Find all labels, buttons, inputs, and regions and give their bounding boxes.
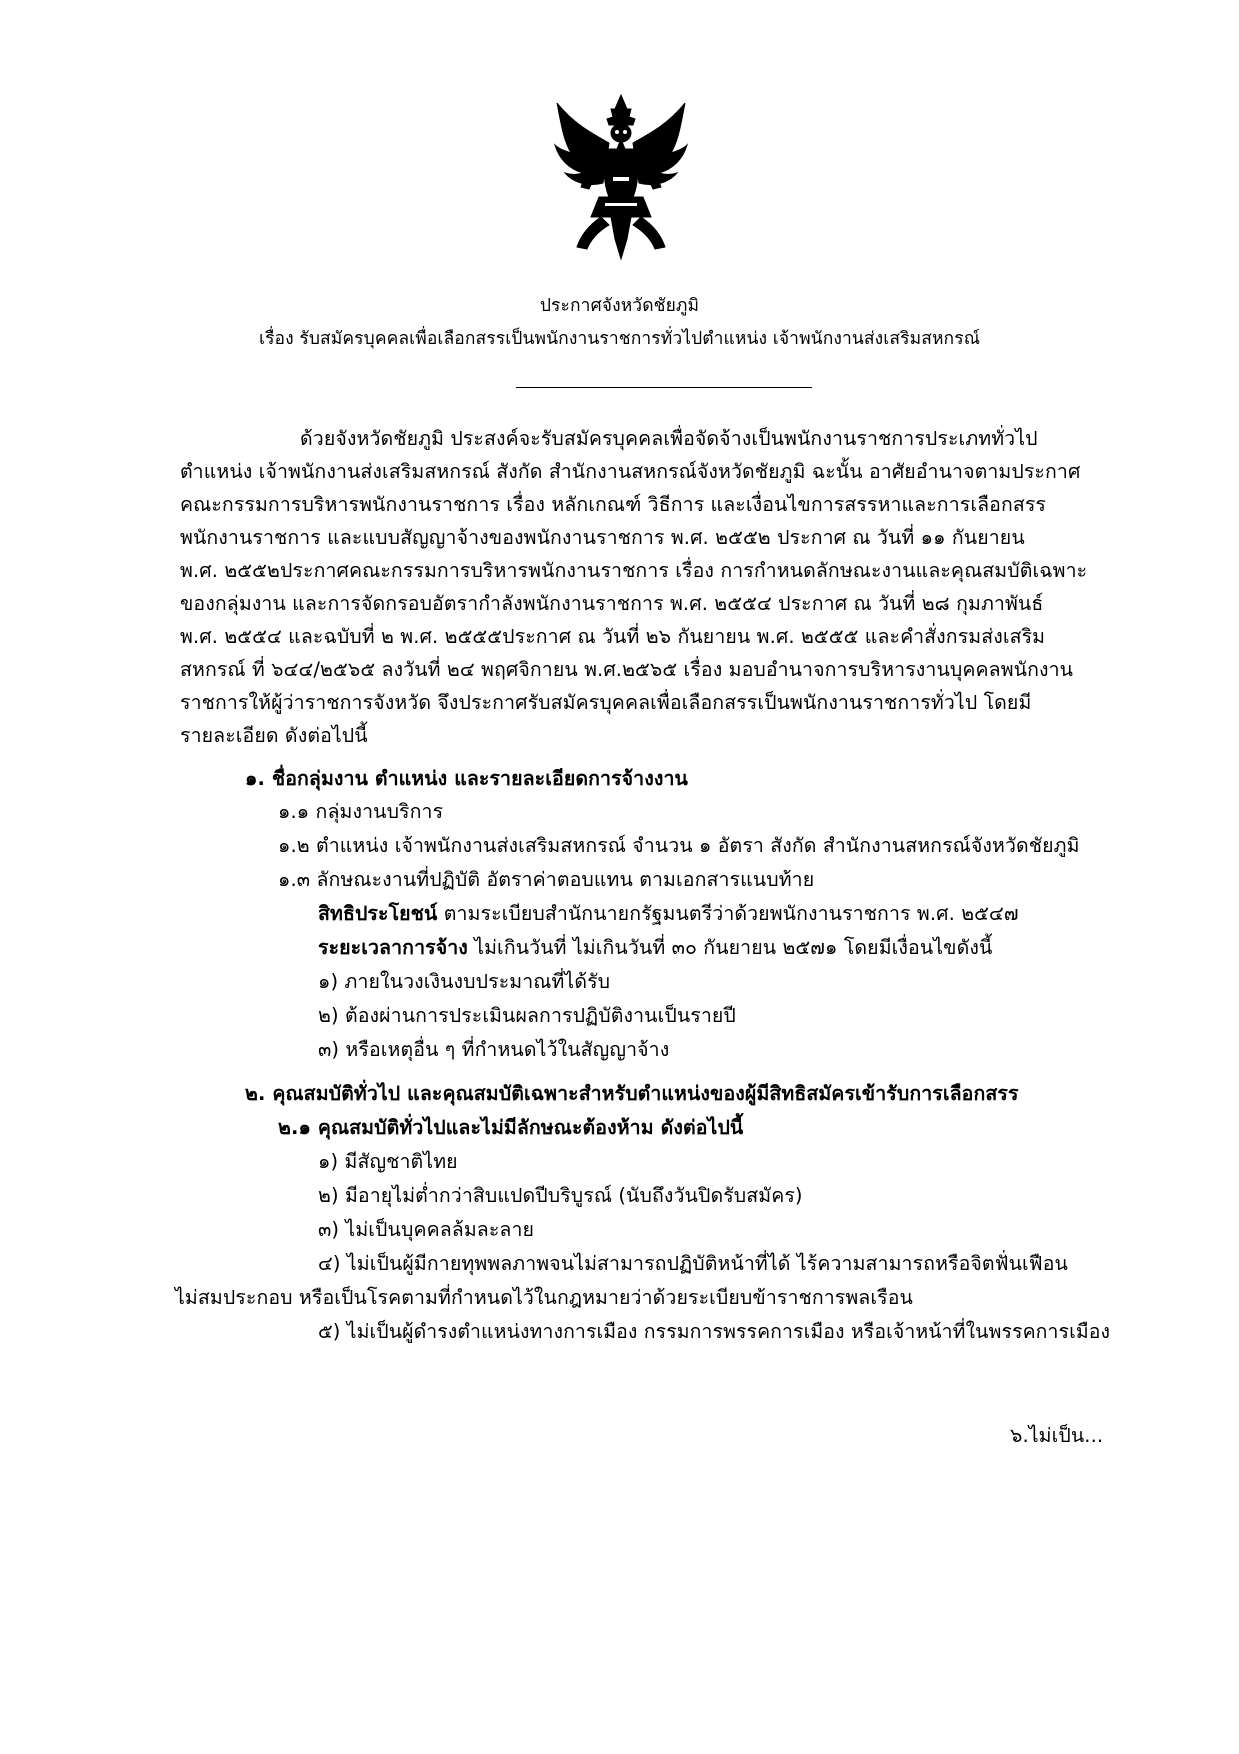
condition-3: ๓) หรือเหตุอื่น ๆ ที่กำหนดไว้ในสัญญาจ้าง (318, 1038, 670, 1061)
intro-line-7: พ.ศ. ๒๕๕๔ และฉบับที่ ๒ พ.ศ. ๒๕๕๕ประกาศ ณ วันที่ ๒๖ กันยายน พ.ศ. ๒๕๕๕ และคำสั่งกรมส่งเสริม (180, 625, 1046, 648)
condition-1: ๑) ภายในวงเงินงบประมาณที่ได้รับ (318, 970, 611, 993)
announcement-title: ประกาศจังหวัดชัยภูมิ (539, 296, 700, 316)
qualification-2: ๒) มีอายุไม่ต่ำกว่าสิบแปดปีบริบูรณ์ (นับถึงวันปิดรับสมัคร) (318, 1184, 803, 1207)
announcement-subject: เรื่อง รับสมัครบุคคลเพื่อเลือกสรรเป็นพนักงานราชการทั่วไปตำแหน่ง เจ้าพนักงานส่งเสริมสหกรณ์ (259, 329, 980, 349)
qualification-1: ๑) มีสัญชาติไทย (318, 1150, 458, 1173)
intro-line-5: พ.ศ. ๒๕๕๒ประกาศคณะกรรมการบริหารพนักงานราชการ เรื่อง การกำหนดลักษณะงานและคุณสมบัติเฉพาะ (180, 559, 1088, 582)
qualification-4-cont: ไม่สมประกอบ หรือเป็นโรคตามที่กำหนดไว้ในกฎหมายว่าด้วยระเบียบข้าราชการพลเรือน (175, 1286, 913, 1309)
benefit-label: สิทธิประโยชน์ (318, 902, 438, 925)
intro-line-1: ด้วยจังหวัดชัยภูมิ ประสงค์จะรับสมัครบุคคลเพื่อจัดจ้างเป็นพนักงานราชการประเภททั่วไป (300, 427, 1038, 450)
section-2-1-heading: ๒.๑ คุณสมบัติทั่วไปและไม่มีลักษณะต้องห้าม ดังต่อไปนี้ (278, 1116, 744, 1139)
benefit-text: ตามระเบียบสำนักนายกรัฐมนตรีว่าด้วยพนักงานราชการ พ.ศ. ๒๕๔๗ (437, 902, 1019, 925)
garuda-emblem-icon (551, 93, 691, 261)
qualification-4: ๔) ไม่เป็นผู้มีกายทุพพลภาพจนไม่สามารถปฏิบัติหน้าที่ได้ ไร้ความสามารถหรือจิตฟั่นเฟือน (318, 1252, 1068, 1275)
section-1-heading: ๑. ชื่อกลุ่มงาน ตำแหน่ง และรายละเอียดการจ้างงาน (245, 767, 688, 790)
period-line (318, 934, 992, 962)
section-1-2: ๑.๒ ตำแหน่ง เจ้าพนักงานส่งเสริมสหกรณ์ จำนวน ๑ อัตรา สังกัด สำนักงานสหกรณ์จังหวัดชัยภูมิ (278, 834, 1080, 857)
intro-line-2: ตำแหน่ง เจ้าพนักงานส่งเสริมสหกรณ์ สังกัด สำนักงานสหกรณ์จังหวัดชัยภูมิ ฉะนั้น อาศัยอำนาจตามประกาศ (180, 460, 1081, 483)
intro-line-9: ราชการให้ผู้ว่าราชการจังหวัด จึงประกาศรับสมัครบุคคลเพื่อเลือกสรรเป็นพนักงานราชการทั่วไป โดยมี (180, 691, 1032, 714)
benefit-line (318, 900, 1019, 928)
qualification-3: ๓) ไม่เป็นบุคคลล้มละลาย (318, 1218, 535, 1241)
qualification-5: ๕) ไม่เป็นผู้ดำรงตำแหน่งทางการเมือง กรรมการพรรคการเมือง หรือเจ้าหน้าที่ในพรรคการเมือง (318, 1320, 1111, 1343)
intro-line-6: ของกลุ่มงาน และการจัดกรอบอัตรากำลังพนักงานราชการ พ.ศ. ๒๕๕๔ ประกาศ ณ วันที่ ๒๘ กุมภาพันธ์ (180, 592, 1044, 615)
intro-line-3: คณะกรรมการบริหารพนักงานราชการ เรื่อง หลักเกณฑ์ วิธีการ และเงื่อนไขการสรรหาและการเลือกสรร (180, 493, 1047, 516)
intro-line-4: พนักงานราชการ และแบบสัญญาจ้างของพนักงานราชการ พ.ศ. ๒๕๕๒ ประกาศ ณ วันที่ ๑๑ กันยายน (180, 526, 1025, 549)
section-1-1: ๑.๑ กลุ่มงานบริการ (278, 800, 444, 823)
section-1-3: ๑.๓ ลักษณะงานที่ปฏิบัติ อัตราค่าตอบแทน ตามเอกสารแนบท้าย (278, 868, 815, 891)
condition-2: ๒) ต้องผ่านการประเมินผลการปฏิบัติงานเป็นรายปี (318, 1004, 736, 1027)
title-divider (516, 387, 812, 388)
period-label: ระยะเวลาการจ้าง (318, 936, 468, 959)
period-text: ไม่เกินวันที่ ไม่เกินวันที่ ๓๐ กันยายน ๒๕๗๑ โดยมีเงื่อนไขดังนี้ (467, 936, 993, 959)
intro-line-10: รายละเอียด ดังต่อไปนี้ (180, 724, 368, 747)
section-2-heading: ๒. คุณสมบัติทั่วไป และคุณสมบัติเฉพาะสำหรับตำแหน่งของผู้มีสิทธิสมัครเข้ารับการเลือกสรร (245, 1082, 1019, 1105)
continued-marker: ๖.ไม่เป็น... (1010, 1424, 1104, 1447)
intro-line-8: สหกรณ์ ที่ ๖๔๔/๒๕๖๕ ลงวันที่ ๒๔ พฤศจิกายน พ.ศ.๒๕๖๕ เรื่อง มอบอำนาจการบริหารงานบุคคลพนักงาน (180, 658, 1074, 681)
